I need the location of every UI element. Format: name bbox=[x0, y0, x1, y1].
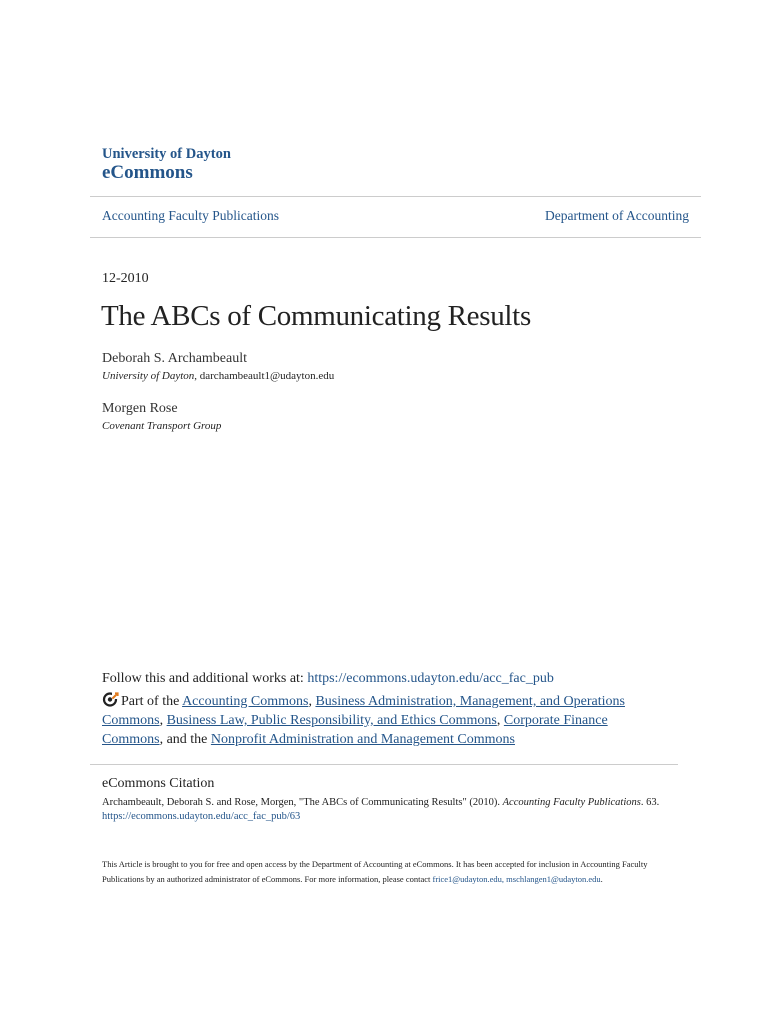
separator: , bbox=[308, 694, 316, 709]
conjunction: , and the bbox=[159, 732, 211, 747]
affiliation-name: University of Dayton bbox=[102, 370, 195, 382]
commons-link-business-law[interactable]: Business Law, Public Responsibility, and Ethics Commons bbox=[166, 713, 497, 728]
commons-link-nonprofit[interactable]: Nonprofit Administration and Management Commons bbox=[210, 732, 515, 747]
footer-end: . bbox=[600, 874, 603, 884]
citation-body: Archambeault, Deborah S. and Rose, Morgen, "The ABCs of Communicating Results" (2010). bbox=[102, 797, 500, 808]
institution-name: University of Dayton bbox=[102, 146, 231, 162]
follow-url-link[interactable]: https://ecommons.udayton.edu/acc_fac_pub bbox=[307, 671, 554, 686]
commons-link-corporate-finance[interactable]: Corporate Finance Commons bbox=[102, 713, 608, 747]
commons-link-accounting[interactable]: Accounting Commons bbox=[182, 694, 309, 709]
author-block bbox=[102, 400, 221, 433]
network-icon bbox=[102, 692, 120, 707]
author-name: Deborah S. Archambeault bbox=[102, 351, 248, 366]
divider-nav bbox=[90, 237, 701, 238]
commons-link-business-admin[interactable]: Business Administration, Management, and Operations Commons bbox=[102, 694, 625, 728]
follow-line bbox=[102, 670, 554, 688]
collection-link[interactable]: Accounting Faculty Publications bbox=[102, 208, 279, 223]
footer-text: This Article is brought to you for free and open access by the Department of Accounting at eCommons. It has been accepted for inclusion in Accounting Faculty Publications by an authorized administrator of eCommons. For more information, please contact bbox=[102, 859, 648, 884]
footer-note bbox=[102, 857, 662, 887]
separator: , bbox=[159, 713, 167, 728]
part-of-prefix: Part of the bbox=[121, 694, 180, 709]
publication-date: 12-2010 bbox=[102, 271, 149, 286]
divider-top bbox=[90, 196, 701, 197]
article-title: The ABCs of Communicating Results bbox=[101, 300, 531, 332]
department-link[interactable]: Department of Accounting bbox=[545, 208, 689, 223]
author-name: Morgen Rose bbox=[102, 401, 178, 416]
follow-label: Follow this and additional works at: bbox=[102, 671, 304, 686]
citation-journal: Accounting Faculty Publications bbox=[502, 797, 641, 808]
part-of-commons bbox=[102, 692, 662, 749]
contact-email-links[interactable]: frice1@udayton.edu, mschlangen1@udayton.edu bbox=[432, 874, 601, 884]
repository-name: eCommons bbox=[102, 162, 193, 183]
affiliation-name: Covenant Transport Group bbox=[102, 420, 222, 432]
institution-header bbox=[102, 146, 231, 184]
citation-text bbox=[102, 796, 682, 824]
author-affiliation: University of Dayton, darchambeault1@udayton.edu bbox=[102, 370, 335, 382]
citation-heading: eCommons Citation bbox=[102, 776, 215, 791]
divider-citation bbox=[90, 764, 678, 765]
author-block bbox=[102, 350, 334, 383]
author-affiliation bbox=[102, 419, 221, 433]
citation-url-link[interactable]: https://ecommons.udayton.edu/acc_fac_pub/63 bbox=[102, 811, 301, 822]
citation-number: . 63. bbox=[640, 797, 660, 808]
separator: , bbox=[496, 713, 504, 728]
author-email: darchambeault1@udayton.edu bbox=[199, 370, 335, 382]
